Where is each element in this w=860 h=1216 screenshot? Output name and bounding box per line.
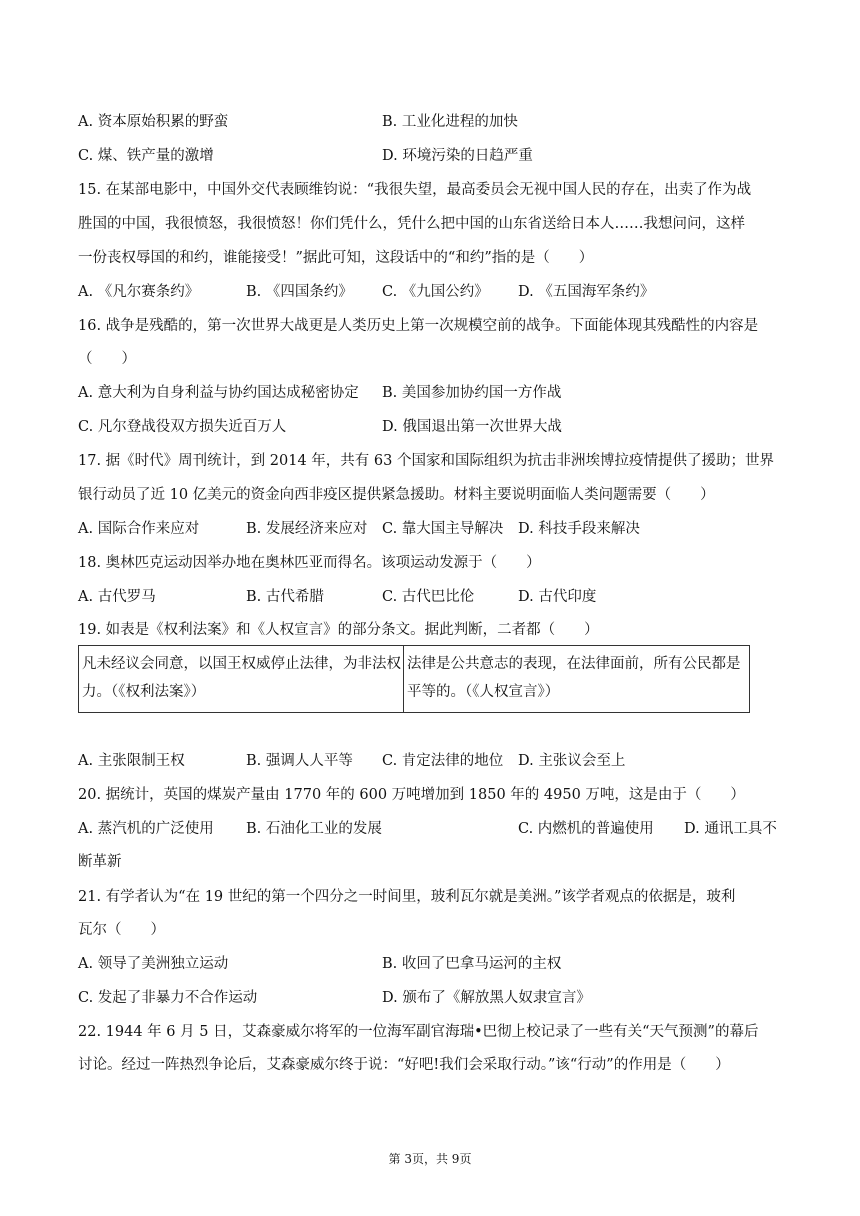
q14-option-a: A. 资本原始积累的野蛮: [78, 114, 229, 130]
q18-option-c: C. 古代巴比伦: [382, 589, 475, 605]
q21-option-c: C. 发起了非暴力不合作运动: [78, 990, 258, 1006]
q16-stem-line1: 16. 战争是残酷的，第一次世界大战更是人类历史上第一次规模空前的战争。下面能体现其残酷性的内容是: [78, 318, 759, 334]
q21-option-d: D. 颁布了《解放黑人奴隶宣言》: [382, 990, 591, 1006]
q19-option-c: C. 肯定法律的地位: [382, 753, 504, 769]
q21-option-b: B. 收回了巴拿马运河的主权: [382, 956, 562, 972]
q16-option-a: A. 意大利为自身利益与协约国达成秘密协定: [78, 385, 359, 401]
q20-option-d: D. 通讯工具不: [684, 821, 777, 837]
q16-option-c: C. 凡尔登战役双方损失近百万人: [78, 419, 287, 435]
q15-option-b: B. 《四国条约》: [246, 284, 353, 300]
q14-option-b: B. 工业化进程的加快: [382, 114, 518, 130]
q16-option-b: B. 美国参加协约国一方作战: [382, 385, 562, 401]
q16-stem-line2: （ ）: [78, 351, 136, 367]
q17-stem-line1: 17. 据《时代》周刊统计，到 2014 年，共有 63 个国家和国际组织为抗击非洲埃博拉疫情提供了援助；世界: [78, 453, 774, 469]
q21-option-a: A. 领导了美洲独立运动: [78, 956, 229, 972]
declaration-of-rights-cell: 法律是公共意志的表现，在法律面前，所有公民都是平等的。（《人权宣言》）: [404, 646, 750, 713]
page-number: 第 3页，共 9页: [388, 1152, 472, 1166]
q17-option-c: C. 靠大国主导解决: [382, 521, 504, 537]
q18-option-b: B. 古代希腊: [246, 589, 324, 605]
q20-option-a: A. 蒸汽机的广泛使用: [78, 821, 214, 837]
q15-option-c: C. 《九国公约》: [382, 284, 489, 300]
q20-option-d-continued: 断革新: [78, 854, 122, 870]
q18-option-d: D. 古代印度: [518, 589, 597, 605]
q21-stem-line2: 瓦尔（ ）: [78, 922, 165, 938]
q15-option-d: D. 《五国海军条约》: [518, 284, 655, 300]
q14-option-c: C. 煤、铁产量的激增: [78, 148, 214, 164]
q17-option-b: B. 发展经济来应对: [246, 521, 368, 537]
q17-option-a: A. 国际合作来应对: [78, 521, 200, 537]
q16-option-d: D. 俄国退出第一次世界大战: [382, 419, 562, 435]
bill-of-rights-cell: 凡未经议会同意，以国王权威停止法律，为非法权力。（《权利法案》）: [79, 646, 404, 713]
q19-option-d: D. 主张议会至上: [518, 753, 626, 769]
q22-stem-line2: 讨论。经过一阵热烈争论后，艾森豪威尔终于说：“好吧!我们会采取行动。”该“行动”的作用是（ ）: [78, 1057, 730, 1073]
q19-stem: 19. 如表是《权利法案》和《人权宣言》的部分条文。据此判断，二者都（ ）: [78, 622, 599, 638]
q14-option-d: D. 环境污染的日趋严重: [382, 148, 533, 164]
q19-option-b: B. 强调人人平等: [246, 753, 353, 769]
q19-option-a: A. 主张限制王权: [78, 753, 185, 769]
q20-option-c: C. 内燃机的普遍使用: [518, 821, 654, 837]
q15-stem-line2: 胜国的中国，我很愤怒，我很愤怒！你们凭什么，凭什么把中国的山东省送给日本人……我想问问，这样: [78, 216, 745, 232]
q20-stem: 20. 据统计，英国的煤炭产量由 1770 年的 600 万吨增加到 1850 年的 4950 万吨，这是由于（ ）: [78, 787, 745, 803]
q15-stem-line3: 一份丧权辱国的和约，谁能接受！”据此可知，这段话中的“和约”指的是（ ）: [78, 250, 594, 266]
q20-option-b: B. 石油化工业的发展: [246, 821, 382, 837]
q18-stem: 18. 奥林匹克运动因举办地在奥林匹亚而得名。该项运动发源于（ ）: [78, 555, 541, 571]
q19-comparison-table: [78, 645, 750, 713]
q21-stem-line1: 21. 有学者认为“在 19 世纪的第一个四分之一时间里，玻利瓦尔就是美洲。”该学者观点的依据是，玻利: [78, 889, 736, 905]
q15-stem-line1: 15. 在某部电影中，中国外交代表顾维钧说：“我很失望，最高委员会无视中国人民的存在，出卖了作为战: [78, 182, 752, 198]
q17-stem-line2: 银行动员了近 10 亿美元的资金向西非疫区提供紧急援助。材料主要说明面临人类问题需要（ ）: [78, 487, 715, 503]
q22-stem-line1: 22. 1944 年 6 月 5 日，艾森豪威尔将军的一位海军副官海瑞•巴彻上校记录了一些有关“天气预测”的幕后: [78, 1024, 759, 1040]
q18-option-a: A. 古代罗马: [78, 589, 156, 605]
q17-option-d: D. 科技手段来解决: [518, 521, 640, 537]
q15-option-a: A. 《凡尔赛条约》: [78, 284, 200, 300]
